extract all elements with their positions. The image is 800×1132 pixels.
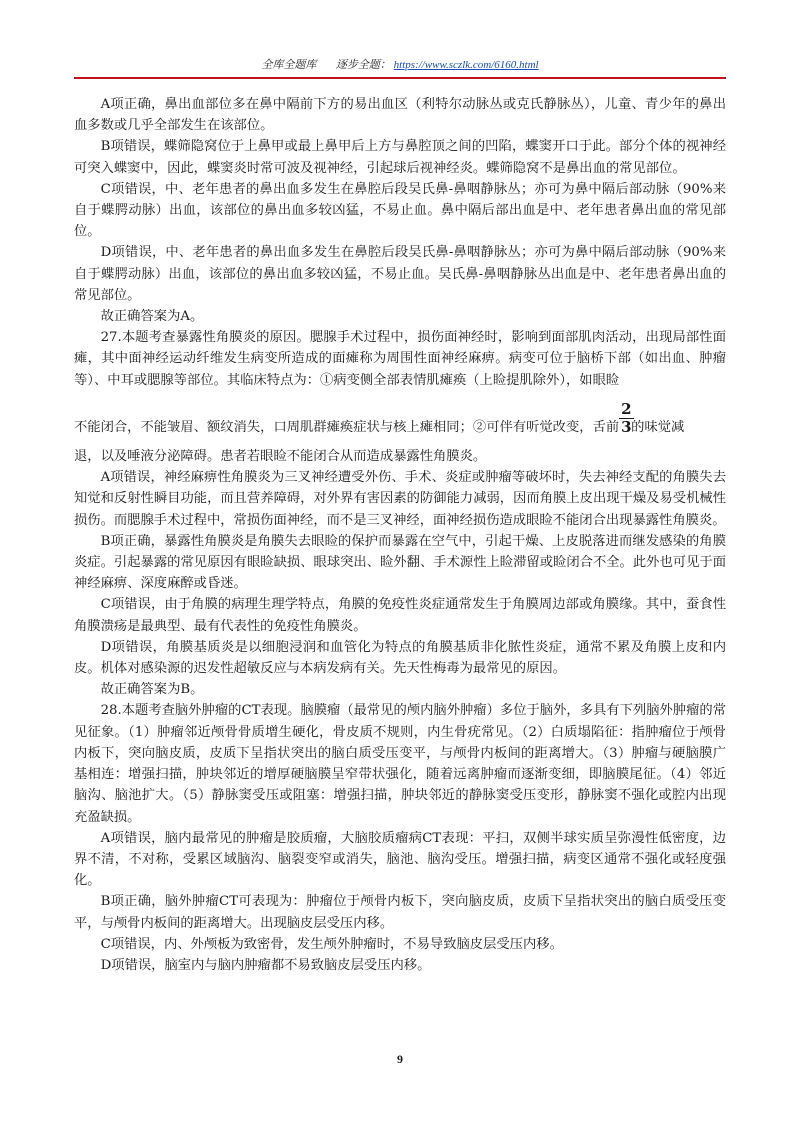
paragraph: A项错误，神经麻痹性角膜炎为三叉神经遭受外伤、手术、炎症或肿瘤等破坏时，失去神经支配的角膜失去知觉和反射性瞬目功能，而且营养障碍，对外界有害因素的防御能力减弱，因而角膜上皮出现干燥及易受机械性损伤。而腮腺手术过程中，常损伤面神经，而不是三叉神经，面神经损伤造成眼睑不能闭合出现暴露性角膜炎。 <box>74 470 726 528</box>
paragraph: D项错误，脑室内与脑内肿瘤都不易致脑皮层受压内移。 <box>100 957 431 973</box>
paragraph: B项正确，暴露性角膜炎是角膜失去眼睑的保护而暴露在空气中，引起干燥、上皮脱落进而继发感染的角膜炎症。引起暴露的常见原因有眼睑缺损、眼球突出、睑外翻、手术源性上睑滞留或睑闭合不全。此外也可见于面神经麻痹、深度麻醉或昏迷。 <box>74 533 726 592</box>
header-divider <box>74 77 726 79</box>
paragraph: 退，以及唾液分泌障碍。患者若眼睑不能闭合从而造成暴露性角膜炎。 <box>74 449 487 465</box>
header-url-link[interactable]: https://www.sczlk.com/6160.html <box>393 59 539 71</box>
fraction <box>619 399 632 436</box>
paragraph: C项错误，内、外颅板为致密骨，发生颅外肿瘤时，不易导致脑皮层受压内移。 <box>100 936 563 952</box>
header-search-label: 逐步全题： <box>335 59 391 71</box>
paragraph: A项错误，脑内最常见的肿瘤是胶质瘤，大脑胶质瘤病CT表现：平扫，双侧半球实质呈弥漫性低密度，边界不清，不对称，受累区域脑沟、脑裂变窄或消失，脑池、脑沟受压。增强扫描，病变区通常不强化或轻度强化。 <box>74 830 726 889</box>
answer-line: 故正确答案为B。 <box>100 682 204 698</box>
fraction-text-before: 不能闭合，不能皱眉、额纹消失，口周肌群瘫痪症状与核上瘫相同；②可伴有听觉改变，舌前 <box>74 419 620 435</box>
paragraph: A项正确，鼻出血部位多在鼻中隔前下方的易出血区（利特尔动脉丛或克氏静脉丛），儿童、青少年的鼻出血多数或几乎全部发生在该部位。 <box>74 97 726 134</box>
paragraph: C项错误，中、老年患者的鼻出血多发生在鼻腔后段吴氏鼻-鼻咽静脉丛；亦可为鼻中隔后部动脉（90%来自于蝶腭动脉）出血，该部位的鼻出血多较凶猛，不易止血。鼻中隔后部出血是中、老年患者鼻出血的常见部位。 <box>74 181 726 240</box>
page-number: 9 <box>397 1052 403 1066</box>
fraction-denominator: 3 <box>621 417 632 436</box>
paragraph: D项错误，中、老年患者的鼻出血多发生在鼻腔后段吴氏鼻-鼻咽静脉丛；亦可为鼻中隔后部动脉（90%来自于蝶腭动脉）出血，该部位的鼻出血多较凶猛，不易止血。吴氏鼻-鼻咽静脉丛出血是中、老年患者鼻出血的常见部位。 <box>74 245 726 303</box>
fraction-text-after: 的味觉减 <box>631 419 685 435</box>
paragraph: C项错误，由于角膜的病理生理学特点，角膜的免疫性炎症通常发生于角膜周边部或角膜缘。其中，蚕食性角膜溃疡是最典型、最有代表性的免疫性角膜炎。 <box>74 597 726 634</box>
paragraph: D项错误，角膜基质炎是以细胞浸润和血管化为特点的角膜基质非化脓性炎症，通常不累及角膜上皮和内皮。机体对感染源的迟发性超敏反应与本病发病有关。先天性梅毒为最常见的原因。 <box>74 639 726 677</box>
fraction-numerator: 2 <box>621 399 632 418</box>
answer-line: 故正确答案为A。 <box>100 309 204 325</box>
paragraph: 28.本题考查脑外肿瘤的CT表现。脑膜瘤（最常见的颅内脑外肿瘤）多位于脑外，多具有下列脑外肿瘤的常见征象。（1）肿瘤邻近颅骨骨质增生硬化，骨皮质不规则，内生骨疣常见。（2）白质塌陷征：指肿瘤位于颅骨内板下，突向脑皮质，皮质下呈指状突出的脑白质受压变平，与颅骨内板间的距离增大。（3）肿瘤与硬脑膜广基相连：增强扫描，肿块邻近的增厚硬脑膜呈窄带状强化，随着远离肿瘤而逐渐变细，即脑膜尾征。（4）邻近脑沟、脑池扩大。（5）静脉窦受压或阻塞：增强扫描，肿块邻近的静脉窦受压变形，静脉窦不强化或腔内出现充盈缺损。 <box>74 703 726 825</box>
paragraph-with-fraction <box>74 399 726 438</box>
paragraph: B项错误，蝶筛隐窝位于上鼻甲或最上鼻甲后上方与鼻腔顶之间的凹陷，蝶窦开口于此。部分个体的视神经可突入蝶窦中，因此，蝶窦炎时常可波及视神经，引起球后视神经炎。蝶筛隐窝不是鼻出血的常见部位。 <box>74 139 726 176</box>
paragraph: B项正确，脑外肿瘤CT可表现为：肿瘤位于颅骨内板下，突向脑皮质，皮质下呈指状突出的脑白质受压变平，与颅骨内板间的距离增大。出现脑皮层受压内移。 <box>74 894 726 931</box>
document-body <box>74 94 726 976</box>
paragraph: 27.本题考查暴露性角膜炎的原因。腮腺手术过程中，损伤面神经时，影响到面部肌肉活动，出现局部性面瘫，其中面神经运动纤维发生病变所造成的面瘫称为周围性面神经麻痹。病变可位于脑桥下部（如出血、肿瘤等）、中耳或腮腺等部位。其临床特点为：①病变侧全部表情肌瘫痪（上睑提肌除外），如眼睑 <box>74 330 726 388</box>
page-header <box>74 56 726 78</box>
header-site-name: 全库全题库 <box>261 59 317 71</box>
